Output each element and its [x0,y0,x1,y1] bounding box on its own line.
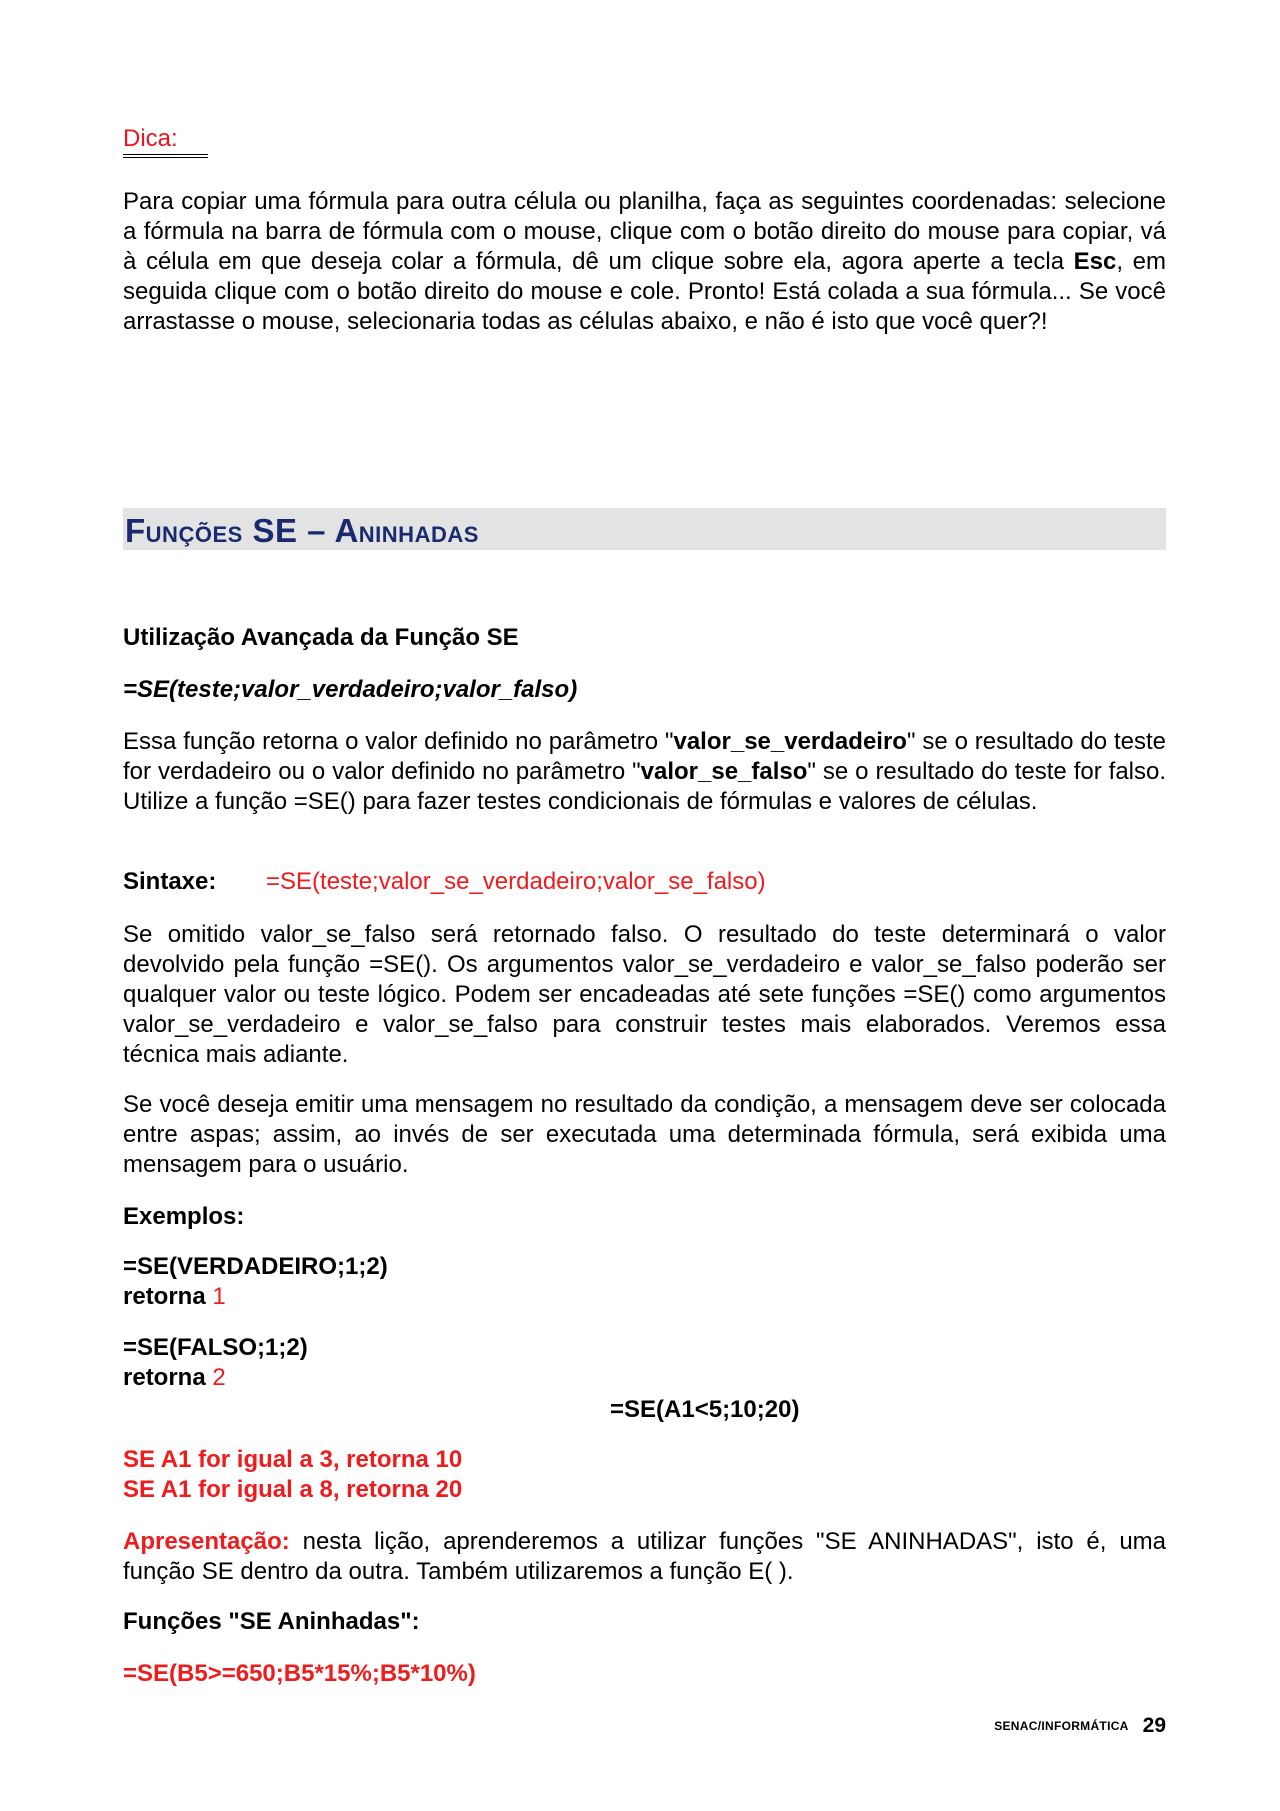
param-false: valor_se_falso [640,758,808,785]
page-number: 29 [1142,1714,1166,1737]
example-1-returns: retorna [123,1283,213,1310]
condition-2: SE A1 for igual a 8, retorna 20 [123,1476,463,1503]
example-2-formula: =SE(FALSO;1;2) [123,1334,308,1361]
tip-title: Dica: [123,124,208,158]
example-3-formula: =SE(A1<5;10;20) [610,1396,800,1423]
section-title [125,514,479,552]
example-2 [123,1333,308,1393]
example-1-value: 1 [212,1283,226,1310]
advanced-heading: Utilização Avançada da Função SE [123,624,519,651]
condition-1: SE A1 for igual a 3, retorna 10 [123,1446,463,1473]
tip-text-start: Para copiar uma fórmula para outra célula ou planilha, faça as seguintes coordenadas: selecione a fórmula na barra de fórmula com o mouse, clique com o botão direito do mouse para copiar, vá à célula em que deseja colar a fórmula, dê um clique sobre ela, agora aperte a tecla [123,188,1166,275]
example-2-returns: retorna [123,1364,213,1391]
param-true: valor_se_verdadeiro [673,728,907,755]
example-1-formula: =SE(VERDADEIRO;1;2) [123,1253,388,1280]
syntax-line [123,867,766,897]
example-2-value: 2 [212,1364,226,1391]
section-title-f: F [125,512,146,549]
example-2-result [123,1363,308,1393]
nested-heading: Funções "SE Aninhadas": [123,1608,420,1635]
footer-org: SENAC/INFORMÁTICA [994,1719,1129,1733]
example-1-result [123,1282,388,1312]
section-title-ninhadas: NINHADAS [358,522,479,547]
tip-text-end: , em seguida clique com o botão direito do mouse e cole. Pronto! Está colada a sua fórmula... Se você arrastasse o mouse, selecionaria todas as células abaixo, e não é isto que você quer?! [123,248,1166,335]
desc-part-1: Essa função retorna o valor definido no parâmetro " [123,728,674,755]
omit-paragraph: Se omitido valor_se_falso será retornado falso. O resultado do teste determinará o valor devolvido pela função =SE(). Os argumentos valor_se_verdadeiro e valor_se_falso poderão ser qualquer valor ou teste lógico. Podem ser encadeadas até sete funções =SE() como argumentos valor_se_verdadeiro e valor_se_falso para construir testes mais elaborados. Veremos essa técnica mais adiante. [123,921,1166,1068]
page-footer [964,1714,1166,1738]
nested-formula: =SE(B5>=650;B5*15%;B5*10%) [123,1660,476,1687]
syntax-value: =SE(teste;valor_se_verdadeiro;valor_se_falso) [266,868,766,895]
desc-part-2: " se o resultado do teste for verdadeiro ou o valor definido no parâmetro " [123,728,1167,785]
tip-paragraph [123,187,1166,337]
section-title-uncoes: UNÇÕES [145,522,243,547]
syntax-label: Sintaxe: [123,868,217,895]
advanced-formula: =SE(teste;valor_verdadeiro;valor_falso) [123,676,578,703]
example-1 [123,1252,388,1312]
section-header-bar [123,508,1166,550]
desc-part-3: " se o resultado do teste for falso. Utilize a função =SE() para fazer testes condicionais de fórmulas e valores de células. [123,758,1167,815]
section-title-se: SE – A [242,512,359,549]
presentation-paragraph [123,1527,1166,1587]
presentation-label: Apresentação: [123,1528,290,1555]
examples-heading: Exemplos: [123,1203,245,1230]
message-paragraph: Se você deseja emitir uma mensagem no resultado da condição, a mensagem deve ser colocada entre aspas; assim, ao invés de ser executada uma determinada fórmula, será exibida uma mensagem para o usuário. [123,1091,1166,1178]
tip-key: Esc [1073,248,1117,275]
function-description [123,727,1166,817]
presentation-text: nesta lição, aprenderemos a utilizar funções "SE ANINHADAS", isto é, uma função SE dentro da outra. Também utilizaremos a função E( ). [123,1528,1166,1585]
example-conditions [123,1445,462,1505]
